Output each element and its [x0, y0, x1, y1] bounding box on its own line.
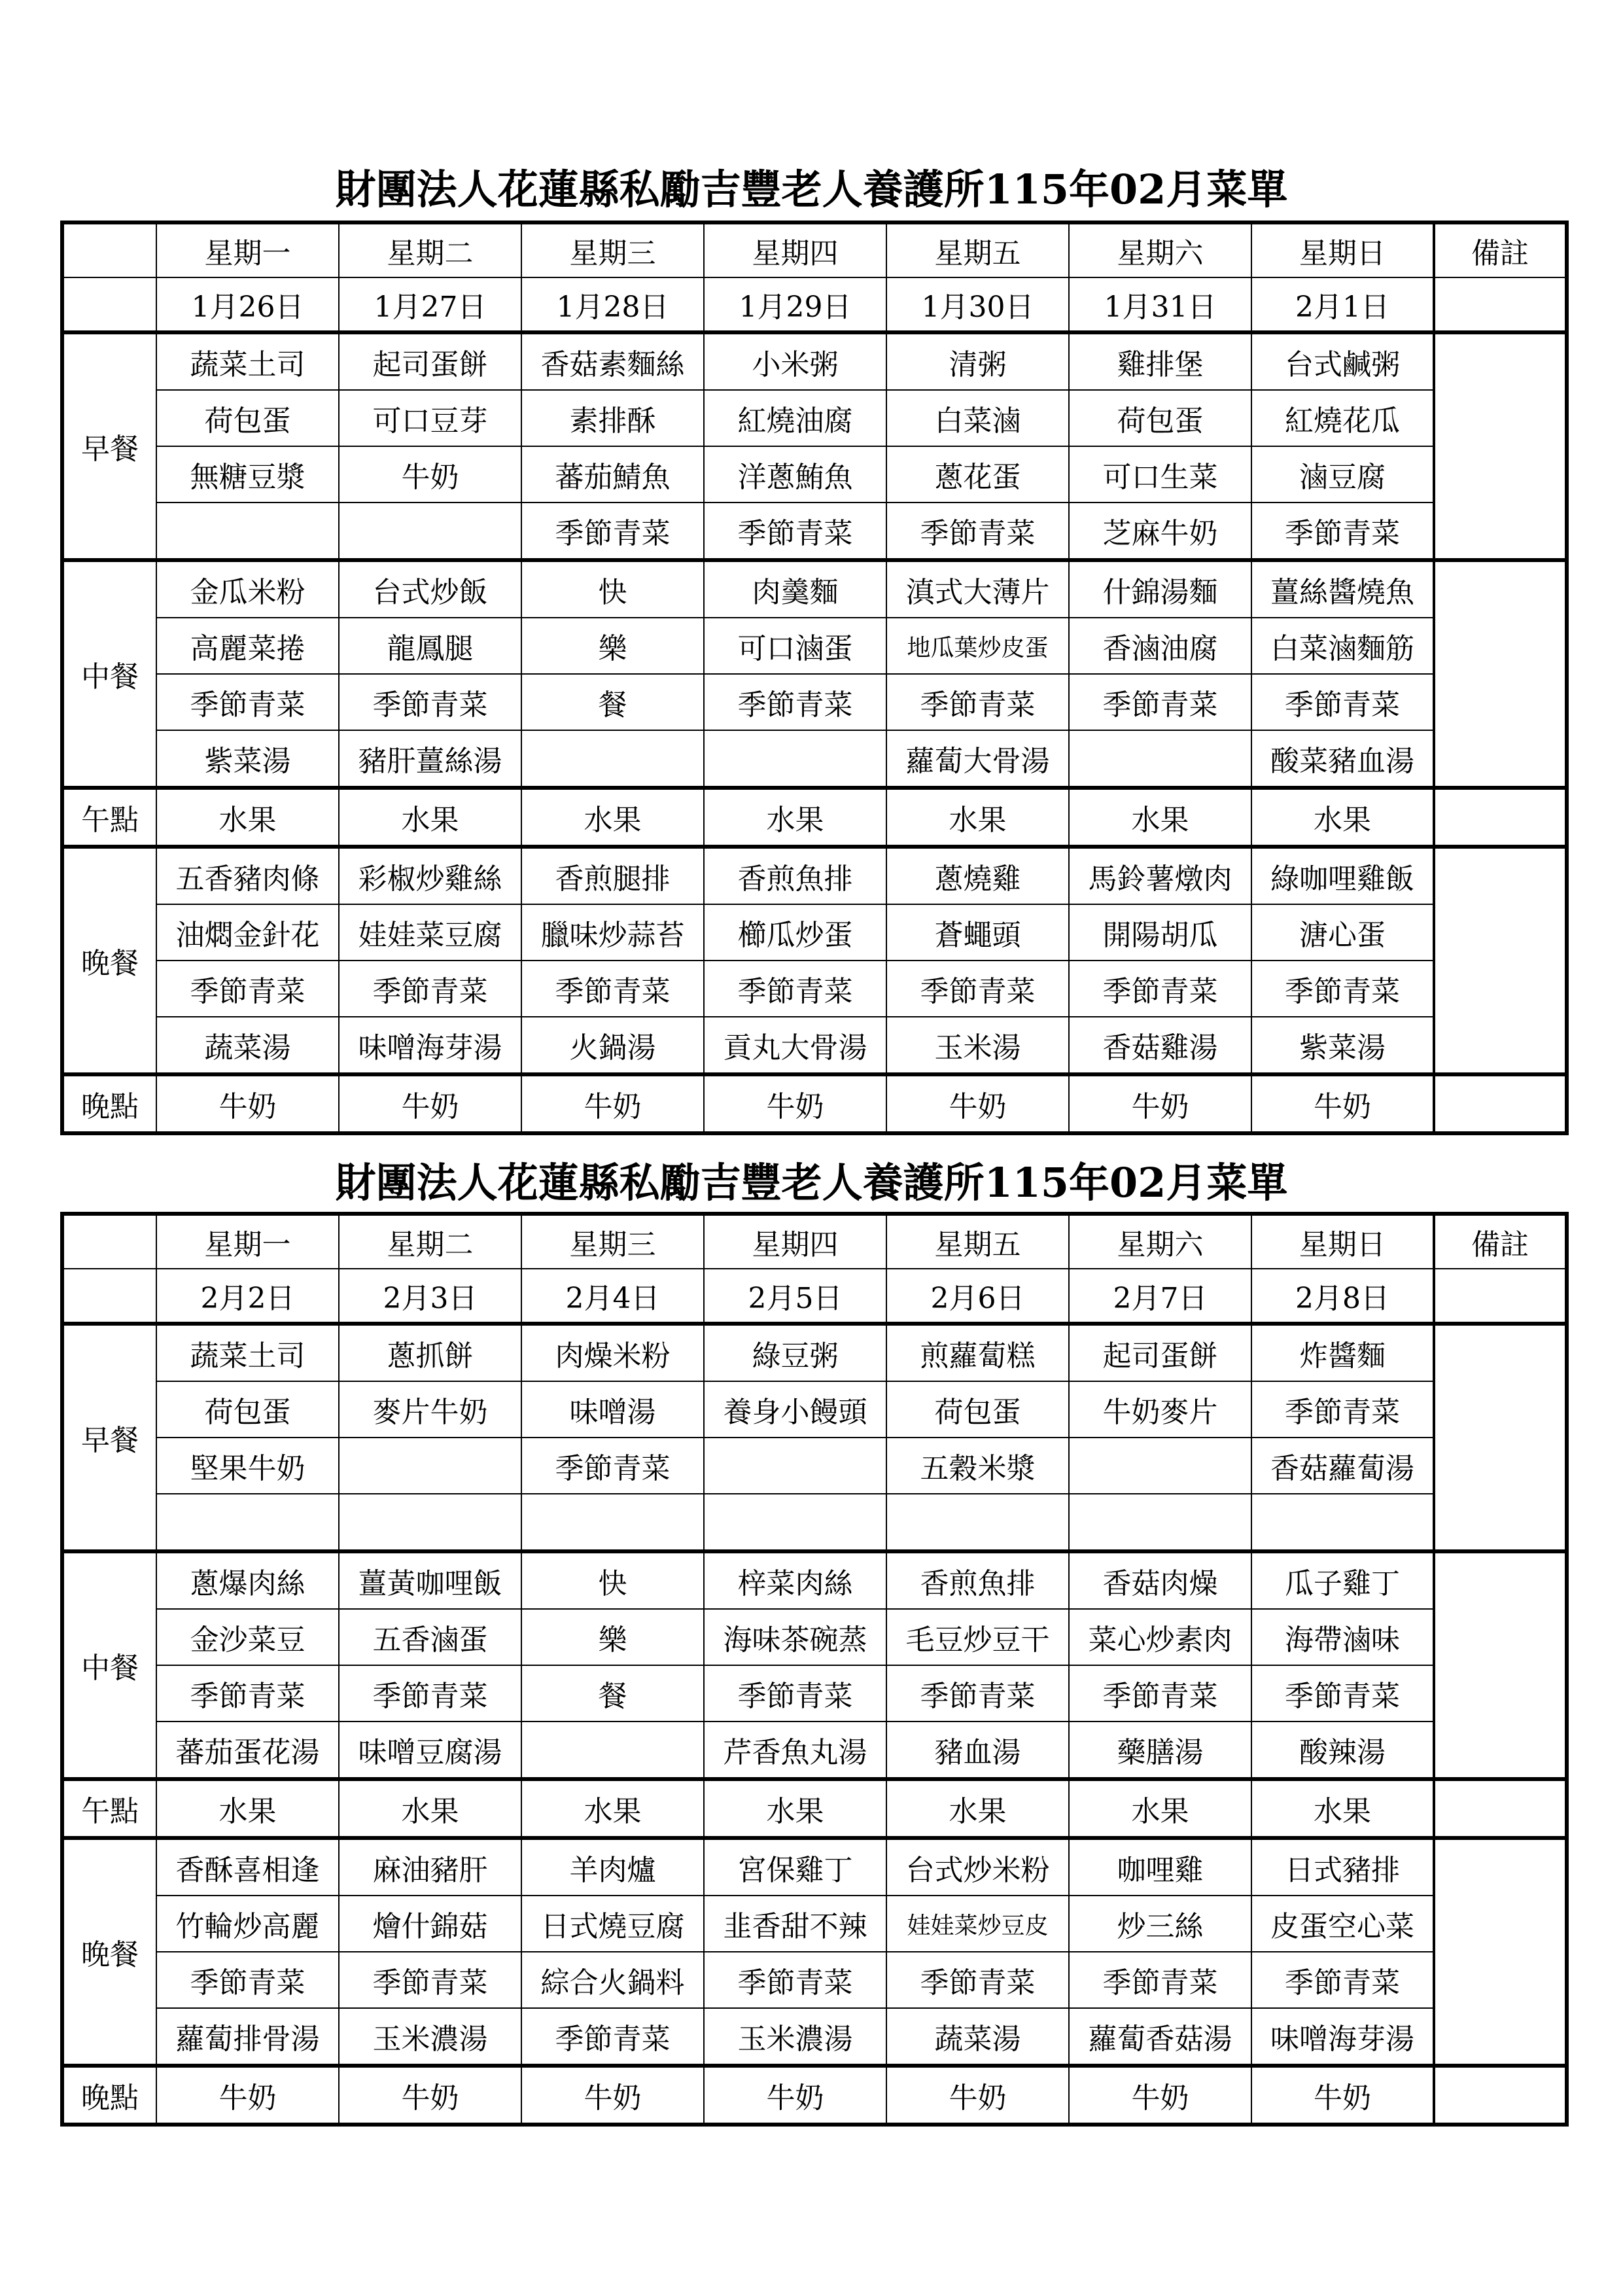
dish-cell: 味噌海芽湯: [339, 1017, 521, 1074]
remark-header: 備註: [1434, 1214, 1567, 1269]
dish-cell: 樂: [521, 618, 704, 674]
dish-cell: 金沙菜豆: [156, 1609, 339, 1665]
dish-cell: 季節青菜: [521, 961, 704, 1017]
meal-row: [62, 1017, 1567, 1074]
weekday-header: 星期六: [1069, 222, 1251, 277]
dish-cell: 餐: [521, 1665, 704, 1722]
dish-cell: 水果: [156, 1779, 339, 1838]
dish-cell: [156, 503, 339, 560]
dish-cell: 彩椒炒雞絲: [339, 847, 521, 904]
weekday-header: 星期五: [886, 1214, 1069, 1269]
dish-cell: 牛奶: [156, 2066, 339, 2125]
dish-cell: 蔥抓餅: [339, 1324, 521, 1381]
dish-cell: 快: [521, 560, 704, 618]
meal-row: [62, 1722, 1567, 1779]
date-row: [62, 277, 1567, 332]
dish-cell: 水果: [156, 788, 339, 847]
dish-cell: 起司蛋餅: [339, 332, 521, 390]
meal-row: [62, 1665, 1567, 1722]
dish-cell: 酸辣湯: [1251, 1722, 1434, 1779]
dish-cell: 牛奶: [339, 2066, 521, 2125]
weekday-header: 星期日: [1251, 1214, 1434, 1269]
dish-cell: 季節青菜: [1069, 1952, 1251, 2008]
dish-cell: 季節青菜: [704, 1665, 886, 1722]
dish-cell: 香滷油腐: [1069, 618, 1251, 674]
dish-cell: [339, 1438, 521, 1494]
meal-row: [62, 390, 1567, 446]
meal-row: [62, 1494, 1567, 1551]
weekly-menu-table: [60, 1212, 1569, 2127]
dish-cell: 季節青菜: [1069, 674, 1251, 730]
dish-cell: 牛奶: [1069, 2066, 1251, 2125]
dish-cell: [886, 1494, 1069, 1551]
remark-cell: [1434, 332, 1567, 560]
meal-row: [62, 1838, 1567, 1896]
remark-cell: [1434, 2066, 1567, 2125]
dish-cell: 羊肉爐: [521, 1838, 704, 1896]
meal-row: [62, 503, 1567, 560]
meal-label: 晚餐: [62, 1838, 156, 2066]
dish-cell: 韭香甜不辣: [704, 1896, 886, 1952]
dish-cell: 水果: [704, 788, 886, 847]
dish-cell: 什錦湯麵: [1069, 560, 1251, 618]
weekday-header: 星期三: [521, 1214, 704, 1269]
dish-cell: 香菇素麵絲: [521, 332, 704, 390]
remark-cell: [1434, 1324, 1567, 1551]
dish-cell: 牛奶: [704, 2066, 886, 2125]
dish-cell: 牛奶: [886, 2066, 1069, 2125]
dish-cell: 藥膳湯: [1069, 1722, 1251, 1779]
dish-cell: 季節青菜: [886, 503, 1069, 560]
dish-cell: 皮蛋空心菜: [1251, 1896, 1434, 1952]
dish-cell: 香煎魚排: [704, 847, 886, 904]
dish-cell: 季節青菜: [704, 1952, 886, 2008]
dish-cell: 娃娃菜豆腐: [339, 904, 521, 961]
dish-cell: 季節青菜: [521, 2008, 704, 2066]
dish-cell: [521, 1494, 704, 1551]
dish-cell: 水果: [886, 1779, 1069, 1838]
meal-row: [62, 1609, 1567, 1665]
weekday-header: 星期六: [1069, 1214, 1251, 1269]
meal-row: [62, 961, 1567, 1017]
dish-cell: 水果: [339, 1779, 521, 1838]
dish-cell: 可口生菜: [1069, 446, 1251, 503]
dish-cell: 蘿蔔排骨湯: [156, 2008, 339, 2066]
dish-cell: 麥片牛奶: [339, 1381, 521, 1438]
meal-row: [62, 446, 1567, 503]
dish-cell: 紫菜湯: [156, 730, 339, 788]
dish-cell: 季節青菜: [156, 961, 339, 1017]
dish-cell: 玉米濃湯: [339, 2008, 521, 2066]
weekly-menu-table: [60, 221, 1569, 1135]
dish-cell: 季節青菜: [521, 503, 704, 560]
weekday-header: 星期二: [339, 222, 521, 277]
date-cell: 1月29日: [704, 277, 886, 332]
dish-cell: 季節青菜: [156, 1665, 339, 1722]
meal-row: [62, 674, 1567, 730]
dish-cell: 娃娃菜炒豆皮: [886, 1896, 1069, 1952]
meal-row: [62, 1381, 1567, 1438]
dish-cell: 季節青菜: [704, 674, 886, 730]
remark-header: 備註: [1434, 222, 1567, 277]
dish-cell: 季節青菜: [886, 1952, 1069, 2008]
meal-row: [62, 1779, 1567, 1838]
dish-cell: 肉燥米粉: [521, 1324, 704, 1381]
dish-cell: 雞排堡: [1069, 332, 1251, 390]
dish-cell: 季節青菜: [1069, 961, 1251, 1017]
meal-label: 晚點: [62, 1074, 156, 1133]
dish-cell: 季節青菜: [1251, 961, 1434, 1017]
dish-cell: 日式豬排: [1251, 1838, 1434, 1896]
meal-label: 早餐: [62, 1324, 156, 1551]
remark-cell: [1434, 847, 1567, 1074]
remark-cell: [1434, 1551, 1567, 1779]
dish-cell: 小米粥: [704, 332, 886, 390]
meal-label: 中餐: [62, 560, 156, 788]
dish-cell: 蔥爆肉絲: [156, 1551, 339, 1609]
dish-cell: 台式炒米粉: [886, 1838, 1069, 1896]
meal-label: 午點: [62, 1779, 156, 1838]
date-cell: 2月1日: [1251, 277, 1434, 332]
dish-cell: 毛豆炒豆干: [886, 1609, 1069, 1665]
dish-cell: 無糖豆漿: [156, 446, 339, 503]
meal-label: 午點: [62, 788, 156, 847]
dish-cell: 蕃茄鯖魚: [521, 446, 704, 503]
dish-cell: 水果: [1069, 788, 1251, 847]
meal-row: [62, 904, 1567, 961]
dish-cell: 季節青菜: [886, 674, 1069, 730]
meal-label: 晚餐: [62, 847, 156, 1074]
dish-cell: 豬血湯: [886, 1722, 1069, 1779]
dish-cell: [339, 503, 521, 560]
meal-row: [62, 1074, 1567, 1133]
weekday-header-row: [62, 1214, 1567, 1269]
corner-cell: [62, 1269, 156, 1324]
dish-cell: 牛奶: [704, 1074, 886, 1133]
meal-label: 早餐: [62, 332, 156, 560]
dish-cell: 海帶滷味: [1251, 1609, 1434, 1665]
dish-cell: 金瓜米粉: [156, 560, 339, 618]
dish-cell: 白菜滷麵筋: [1251, 618, 1434, 674]
dish-cell: 紅燒油腐: [704, 390, 886, 446]
weekday-header: 星期五: [886, 222, 1069, 277]
dish-cell: 滷豆腐: [1251, 446, 1434, 503]
dish-cell: 牛奶: [886, 1074, 1069, 1133]
dish-cell: 季節青菜: [156, 674, 339, 730]
dish-cell: 水果: [886, 788, 1069, 847]
dish-cell: 季節青菜: [704, 503, 886, 560]
dish-cell: 馬鈴薯燉肉: [1069, 847, 1251, 904]
dish-cell: 起司蛋餅: [1069, 1324, 1251, 1381]
dish-cell: 酸菜豬血湯: [1251, 730, 1434, 788]
dish-cell: 香菇肉燥: [1069, 1551, 1251, 1609]
dish-cell: 牛奶: [1251, 2066, 1434, 2125]
dish-cell: 香煎腿排: [521, 847, 704, 904]
dish-cell: 梓菜肉絲: [704, 1551, 886, 1609]
remark-cell: [1434, 560, 1567, 788]
meal-row: [62, 618, 1567, 674]
dish-cell: 季節青菜: [704, 961, 886, 1017]
dish-cell: 貢丸大骨湯: [704, 1017, 886, 1074]
dish-cell: 季節青菜: [156, 1952, 339, 2008]
dish-cell: [704, 1494, 886, 1551]
dish-cell: 水果: [1251, 1779, 1434, 1838]
dish-cell: 蕃茄蛋花湯: [156, 1722, 339, 1779]
dish-cell: 快: [521, 1551, 704, 1609]
dish-cell: 季節青菜: [886, 1665, 1069, 1722]
dish-cell: 五香豬肉條: [156, 847, 339, 904]
dish-cell: 燴什錦菇: [339, 1896, 521, 1952]
dish-cell: 綠咖哩雞飯: [1251, 847, 1434, 904]
corner-cell: [62, 277, 156, 332]
dish-cell: 薑黃咖哩飯: [339, 1551, 521, 1609]
dish-cell: 白菜滷: [886, 390, 1069, 446]
dish-cell: 宮保雞丁: [704, 1838, 886, 1896]
meal-row: [62, 730, 1567, 788]
dish-cell: 牛奶: [156, 1074, 339, 1133]
dish-cell: 可口豆芽: [339, 390, 521, 446]
dish-cell: [156, 1494, 339, 1551]
dish-cell: 蔬菜湯: [886, 2008, 1069, 2066]
dish-cell: 季節青菜: [1251, 674, 1434, 730]
dish-cell: 牛奶: [1251, 1074, 1434, 1133]
dish-cell: 水果: [704, 1779, 886, 1838]
meal-row: [62, 1551, 1567, 1609]
dish-cell: 台式鹹粥: [1251, 332, 1434, 390]
weekday-header: 星期日: [1251, 222, 1434, 277]
dish-cell: 綠豆粥: [704, 1324, 886, 1381]
corner-cell: [62, 1214, 156, 1269]
weekday-header: 星期四: [704, 1214, 886, 1269]
dish-cell: 荷包蛋: [156, 390, 339, 446]
dish-cell: 洋蔥鮪魚: [704, 446, 886, 503]
weekday-header: 星期四: [704, 222, 886, 277]
dish-cell: 香煎魚排: [886, 1551, 1069, 1609]
dish-cell: 水果: [521, 788, 704, 847]
dish-cell: 味噌豆腐湯: [339, 1722, 521, 1779]
dish-cell: 清粥: [886, 332, 1069, 390]
dish-cell: 蔬菜土司: [156, 1324, 339, 1381]
dish-cell: 芝麻牛奶: [1069, 503, 1251, 560]
dish-cell: 季節青菜: [339, 961, 521, 1017]
dish-cell: 香菇蘿蔔湯: [1251, 1438, 1434, 1494]
remark-cell: [1434, 1838, 1567, 2066]
meal-row: [62, 1896, 1567, 1952]
dish-cell: 季節青菜: [1251, 1381, 1434, 1438]
meal-row: [62, 788, 1567, 847]
dish-cell: 香菇雞湯: [1069, 1017, 1251, 1074]
dish-cell: [521, 730, 704, 788]
date-cell: 1月30日: [886, 277, 1069, 332]
dish-cell: 水果: [1069, 1779, 1251, 1838]
remark-cell: [1434, 1074, 1567, 1133]
dish-cell: 豬肝薑絲湯: [339, 730, 521, 788]
remark-cell: [1434, 277, 1567, 332]
dish-cell: 味噌湯: [521, 1381, 704, 1438]
dish-cell: 玉米湯: [886, 1017, 1069, 1074]
date-cell: 2月4日: [521, 1269, 704, 1324]
date-row: [62, 1269, 1567, 1324]
dish-cell: 季節青菜: [1069, 1665, 1251, 1722]
meal-row: [62, 1324, 1567, 1381]
dish-cell: 五香滷蛋: [339, 1609, 521, 1665]
dish-cell: 牛奶: [1069, 1074, 1251, 1133]
menu-title: 財團法人花蓮縣私勵吉豐老人養護所115年02月菜單: [335, 1159, 1288, 1207]
dish-cell: 蔥燒雞: [886, 847, 1069, 904]
weekday-header: 星期三: [521, 222, 704, 277]
weekday-header: 星期一: [156, 1214, 339, 1269]
dish-cell: 季節青菜: [339, 1952, 521, 2008]
dish-cell: 季節青菜: [521, 1438, 704, 1494]
dish-cell: 紫菜湯: [1251, 1017, 1434, 1074]
dish-cell: 味噌海芽湯: [1251, 2008, 1434, 2066]
dish-cell: 薑絲醬燒魚: [1251, 560, 1434, 618]
corner-cell: [62, 222, 156, 277]
dish-cell: 水果: [1251, 788, 1434, 847]
dish-cell: 蔬菜湯: [156, 1017, 339, 1074]
remark-cell: [1434, 788, 1567, 847]
date-cell: 2月7日: [1069, 1269, 1251, 1324]
dish-cell: 季節青菜: [886, 961, 1069, 1017]
date-cell: 2月2日: [156, 1269, 339, 1324]
dish-cell: 牛奶: [521, 1074, 704, 1133]
dish-cell: 荷包蛋: [886, 1381, 1069, 1438]
dish-cell: 水果: [339, 788, 521, 847]
dish-cell: 龍鳳腿: [339, 618, 521, 674]
meal-row: [62, 1952, 1567, 2008]
dish-cell: 季節青菜: [1251, 1665, 1434, 1722]
meal-row: [62, 332, 1567, 390]
meal-label: 中餐: [62, 1551, 156, 1779]
date-cell: 2月8日: [1251, 1269, 1434, 1324]
dish-cell: 蘿蔔大骨湯: [886, 730, 1069, 788]
remark-cell: [1434, 1269, 1567, 1324]
dish-cell: 竹輪炒高麗: [156, 1896, 339, 1952]
dish-cell: 高麗菜捲: [156, 618, 339, 674]
dish-cell: 開陽胡瓜: [1069, 904, 1251, 961]
dish-cell: 五穀米漿: [886, 1438, 1069, 1494]
dish-cell: 日式燒豆腐: [521, 1896, 704, 1952]
dish-cell: 臘味炒蒜苔: [521, 904, 704, 961]
weekday-header: 星期一: [156, 222, 339, 277]
date-cell: 1月28日: [521, 277, 704, 332]
dish-cell: 季節青菜: [1251, 503, 1434, 560]
dish-cell: 櫛瓜炒蛋: [704, 904, 886, 961]
meal-row: [62, 560, 1567, 618]
dish-cell: [1069, 1494, 1251, 1551]
date-cell: 1月31日: [1069, 277, 1251, 332]
date-cell: 2月3日: [339, 1269, 521, 1324]
dish-cell: 麻油豬肝: [339, 1838, 521, 1896]
dish-cell: 牛奶: [521, 2066, 704, 2125]
dish-cell: 蘿蔔香菇湯: [1069, 2008, 1251, 2066]
dish-cell: 素排酥: [521, 390, 704, 446]
dish-cell: 咖哩雞: [1069, 1838, 1251, 1896]
dish-cell: 牛奶: [339, 1074, 521, 1133]
dish-cell: 季節青菜: [339, 674, 521, 730]
dish-cell: 溏心蛋: [1251, 904, 1434, 961]
menu-title: 財團法人花蓮縣私勵吉豐老人養護所115年02月菜單: [335, 166, 1288, 213]
dish-cell: 季節青菜: [1251, 1952, 1434, 2008]
dish-cell: 牛奶麥片: [1069, 1381, 1251, 1438]
dish-cell: 火鍋湯: [521, 1017, 704, 1074]
dish-cell: 地瓜葉炒皮蛋: [886, 618, 1069, 674]
dish-cell: [704, 730, 886, 788]
dish-cell: 可口滷蛋: [704, 618, 886, 674]
dish-cell: 煎蘿蔔糕: [886, 1324, 1069, 1381]
meal-row: [62, 1438, 1567, 1494]
dish-cell: 綜合火鍋料: [521, 1952, 704, 2008]
dish-cell: [1069, 730, 1251, 788]
dish-cell: 海味茶碗蒸: [704, 1609, 886, 1665]
dish-cell: 蔥花蛋: [886, 446, 1069, 503]
dish-cell: 菜心炒素肉: [1069, 1609, 1251, 1665]
remark-cell: [1434, 1779, 1567, 1838]
dish-cell: [704, 1438, 886, 1494]
meal-row: [62, 847, 1567, 904]
dish-cell: 樂: [521, 1609, 704, 1665]
dish-cell: 滇式大薄片: [886, 560, 1069, 618]
dish-cell: [1251, 1494, 1434, 1551]
meal-row: [62, 2008, 1567, 2066]
dish-cell: 蒼蠅頭: [886, 904, 1069, 961]
dish-cell: 荷包蛋: [1069, 390, 1251, 446]
weekday-header: 星期二: [339, 1214, 521, 1269]
date-cell: 1月26日: [156, 277, 339, 332]
dish-cell: 季節青菜: [339, 1665, 521, 1722]
dish-cell: [521, 1722, 704, 1779]
dish-cell: 台式炒飯: [339, 560, 521, 618]
dish-cell: 香酥喜相逢: [156, 1838, 339, 1896]
dish-cell: [1069, 1438, 1251, 1494]
dish-cell: 堅果牛奶: [156, 1438, 339, 1494]
date-cell: 1月27日: [339, 277, 521, 332]
dish-cell: 玉米濃湯: [704, 2008, 886, 2066]
dish-cell: [339, 1494, 521, 1551]
dish-cell: 蔬菜土司: [156, 332, 339, 390]
weekday-header-row: [62, 222, 1567, 277]
date-cell: 2月5日: [704, 1269, 886, 1324]
meal-row: [62, 2066, 1567, 2125]
dish-cell: 芹香魚丸湯: [704, 1722, 886, 1779]
dish-cell: 炒三絲: [1069, 1896, 1251, 1952]
dish-cell: 水果: [521, 1779, 704, 1838]
dish-cell: 肉羹麵: [704, 560, 886, 618]
dish-cell: 紅燒花瓜: [1251, 390, 1434, 446]
dish-cell: 餐: [521, 674, 704, 730]
meal-label: 晚點: [62, 2066, 156, 2125]
dish-cell: 油燜金針花: [156, 904, 339, 961]
dish-cell: 荷包蛋: [156, 1381, 339, 1438]
dish-cell: 牛奶: [339, 446, 521, 503]
dish-cell: 炸醬麵: [1251, 1324, 1434, 1381]
dish-cell: 養身小饅頭: [704, 1381, 886, 1438]
dish-cell: 瓜子雞丁: [1251, 1551, 1434, 1609]
date-cell: 2月6日: [886, 1269, 1069, 1324]
